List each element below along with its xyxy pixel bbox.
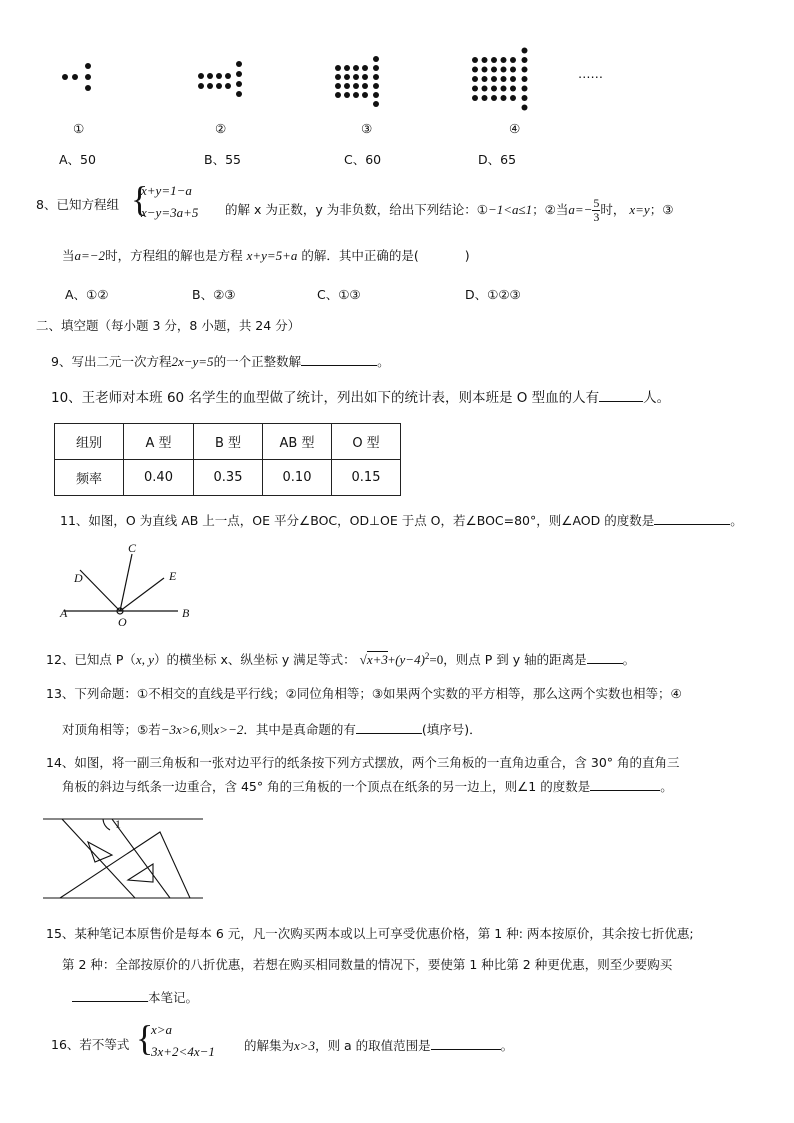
answer-blank[interactable] [599,389,643,402]
q16-prefix: 16、若不等式 [51,1037,130,1052]
q8-option-a: A、①② [65,287,109,302]
q16-ineq2: 3x+2<4x−1 [151,1044,215,1059]
q15-line1: 15、某种笔记本原售价是每本 6 元，凡一次购买两本或以上可享受优惠价格，第 1 种: 两本按原价，其余按七折优惠; [46,926,694,941]
q10: 10、王老师对本班 60 名学生的血型做了统计，列出如下的统计表，则本班是 O 型血的人有 人。 [51,390,671,406]
q8-eq1: x+y=1−a [141,183,192,198]
blood-type-table [54,423,401,496]
dot-figure-1 [60,60,100,100]
point-label-e: E [169,569,177,583]
q13-line2: 对顶角相等；⑤若−3x>6,则x>−2．其中是真命题的有 (填序号)． [62,722,482,737]
figure-label-3: ③ [361,121,373,136]
dot-figure-3 [333,50,403,110]
ellipsis: …… [578,66,603,81]
figure-label-1: ① [73,121,85,136]
q14-line1: 14、如图，将一副三角板和一张对边平行的纸条按下列方式摆放，两个三角板的一直角边重合，含 30° 角的直角三 [46,755,680,770]
point-label-o: O [118,615,127,629]
sqrt-expression: √x+3 [359,652,388,668]
q16-text: 的解集为x>3，则 a 的取值范围是 。 [244,1038,514,1053]
q7-option-b: B、55 [204,152,241,167]
point-label-d: D [74,571,83,585]
q8-text: 的解 x 为正数，y 为非负数，给出下列结论：①−1<a≤1；②当a=− $\frac{5}{3}$ 时， x=y；③ [225,196,674,224]
q7-option-d: D、65 [478,152,517,167]
point-label-c: C [128,541,137,555]
q7-option-c: C、60 [344,152,382,167]
dot-figure-4 [470,44,560,114]
q15-line2: 第 2 种：全部按原价的八折优惠，若想在购买相同数量的情况下，要使第 1 种比第 2 种更优惠，则至少要购买 [62,957,673,972]
section-title: 二、填空题（每小题 3 分，8 小题，共 24 分） [36,318,301,333]
q14-line2: 角板的斜边与纸条一边重合，含 45° 角的三角板的一个顶点在纸条的另一边上，则∠1 的度数是 。 [62,779,673,794]
table-row: 频率 0.40 0.35 0.10 0.15 [55,460,401,496]
triangle-figure [40,812,220,902]
q8-option-d: D、①②③ [465,287,521,302]
q8-line2: 当a=−2时，方程组的解也是方程 x+y=5+a 的解．其中正确的是( ) [62,248,470,263]
point-label-b: B [182,606,190,620]
system-brace: { [131,179,149,219]
q7-option-a: A、50 [59,152,96,167]
q8-option-c: C、①③ [317,287,361,302]
q11: 11、如图，O 为直线 AB 上一点，OE 平分∠BOC，OD⊥OE 于点 O，若∠BOC=80°，则∠AOD 的度数是 。 [60,513,743,528]
q16-ineq1: x>a [151,1022,173,1037]
q15-line3: 本笔记。 [72,989,198,1005]
table-header-row: 组别 A 型 B 型 AB 型 O 型 [55,424,401,460]
system-brace: { [136,1018,154,1058]
answer-blank[interactable] [301,353,377,366]
figure-label-2: ② [215,121,227,136]
q9: 9、写出二元一次方程2x−y=5的一个正整数解 。 [51,354,390,369]
q8-option-b: B、②③ [192,287,236,302]
q12: 12、已知点 P（x, y）的横坐标 x、纵坐标 y 满足等式： $√x+3+(y-4)^2=0$，则点 P 到 y 轴的距离是 。 [46,651,636,668]
point-label-a: A [60,606,68,620]
q13-line1: 13、下列命题：①不相交的直线是平行线；②同位角相等；③如果两个实数的平方相等，那么这两个实数也相等；④ [46,686,682,701]
q8-prefix: 8、已知方程组 [36,197,119,212]
answer-blank[interactable] [356,721,422,734]
answer-blank[interactable] [72,989,148,1002]
dot-figure-2 [197,56,257,106]
q8-eq2: x−y=3a+5 [141,205,199,220]
answer-blank[interactable] [654,512,730,525]
fraction: $\frac{5}{3}$ [593,196,600,224]
figure-label-4: ④ [509,121,521,136]
angle-1-label: 1 [115,817,121,831]
answer-blank[interactable] [431,1037,501,1050]
answer-blank[interactable] [587,651,623,664]
answer-blank[interactable] [590,778,660,791]
